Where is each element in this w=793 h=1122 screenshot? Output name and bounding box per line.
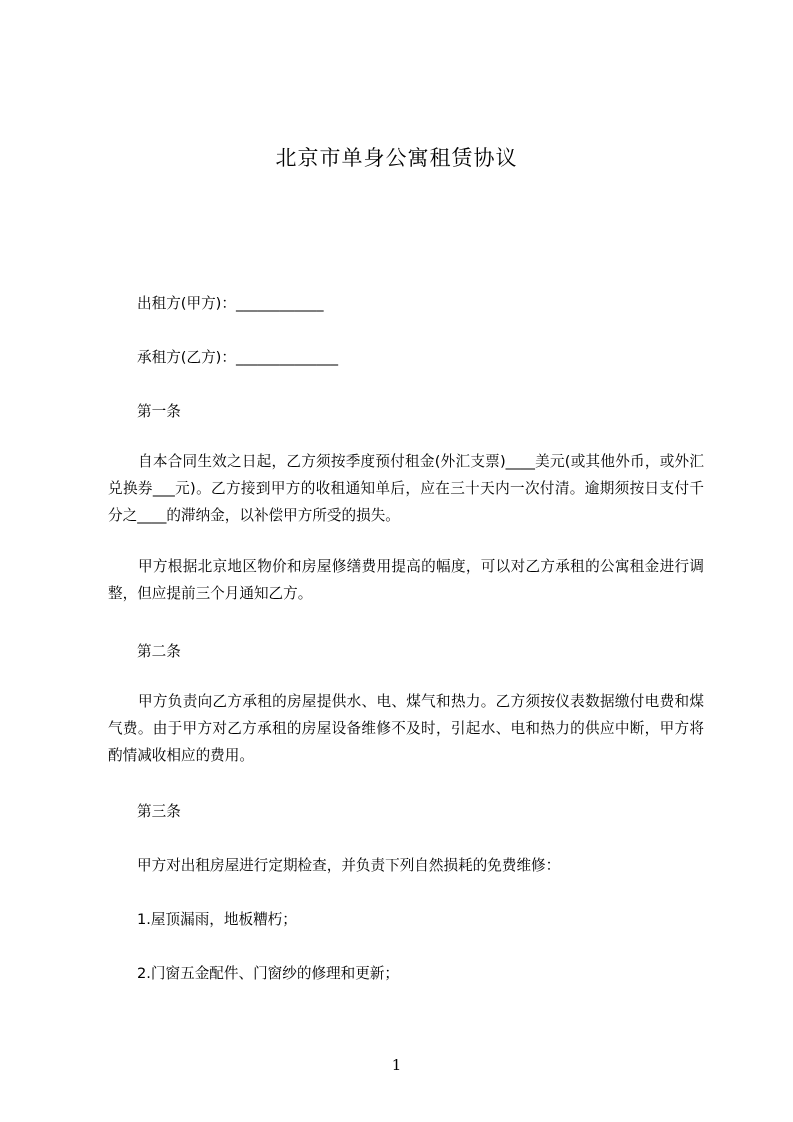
article-1-paragraph-2: 甲方根据北京地区物价和房屋修缮费用提高的幅度，可以对乙方承租的公寓租金进行调整，但应提前三个月通知乙方。 — [108, 558, 704, 602]
list-item-1: 1.屋顶漏雨，地板糟朽； — [137, 911, 297, 928]
article-1-paragraph-1: 自本合同生效之日起，乙方须按季度预付租金(外汇支票)____美元(或其他外币，或外汇兑换券___元)。乙方接到甲方的收租通知单后，应在三十天内一次付清。逾期须按日支付千分之____的滞纳金，以补偿甲方所受的损失。 — [108, 453, 704, 524]
list-item-2: 2.门窗五金配件、门窗纱的修理和更新； — [137, 965, 400, 982]
document-title: 北京市单身公寓租赁协议 — [275, 146, 518, 170]
lessor-line: 出租方(甲方)：____________ — [137, 295, 324, 312]
article-3-heading: 第三条 — [137, 803, 181, 820]
article-3-paragraph-1: 甲方对出租房屋进行定期检查，并负责下列自然损耗的免费维修： — [137, 857, 561, 874]
page-number: 1 — [391, 1056, 402, 1074]
article-2-heading: 第二条 — [137, 643, 181, 660]
article-1-heading: 第一条 — [137, 403, 181, 420]
lessee-line: 承租方(乙方)：______________ — [137, 349, 339, 366]
article-2-paragraph-1: 甲方负责向乙方承租的房屋提供水、电、煤气和热力。乙方须按仪表数据缴付电费和煤气费。由于甲方对乙方承租的房屋设备维修不及时，引起水、电和热力的供应中断，甲方将酌情减收相应的费用。 — [108, 693, 704, 764]
